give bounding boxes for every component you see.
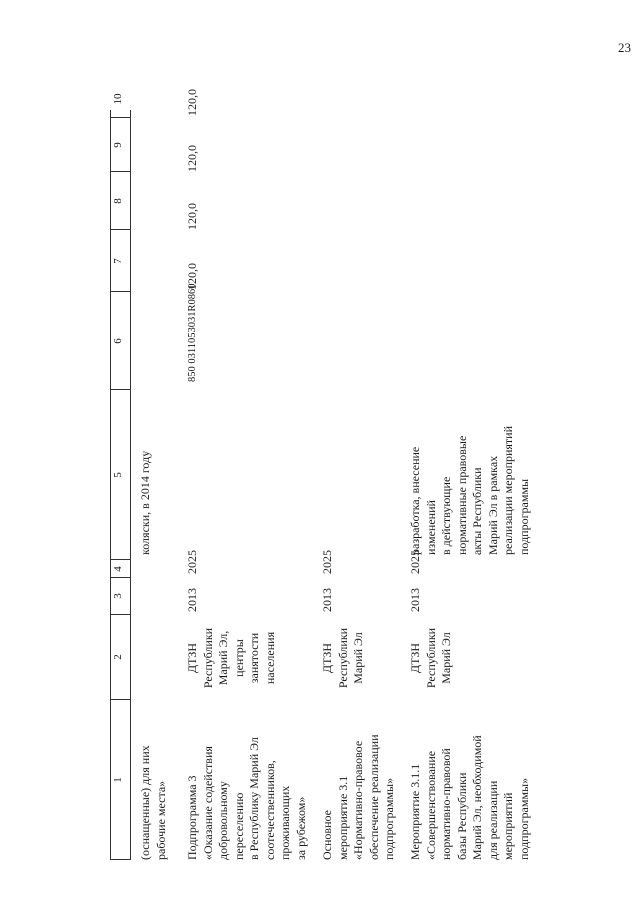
col-header-10: 10 — [112, 93, 124, 105]
row0-col1: (оснащенные) для них рабочие места» — [138, 745, 168, 860]
col-header-8: 8 — [112, 198, 124, 204]
row3-col1: Мероприятие 3.1.1 «Совершенствование нормативно-правовой базы Республики Марий Эл, необходимой для реализации мероприятий подпрограммы» — [408, 735, 531, 860]
rotated-table — [110, 60, 639, 860]
row2-col3: 2013 — [320, 588, 334, 612]
row1-col1: Подпрограмма 3 «Оказание содействия добровольному переселению в Республику Марий Эл соотечественников, проживающих за рубежом» — [185, 737, 308, 860]
row3-col4: 2025 — [408, 550, 422, 574]
row1-col10: 120,0 — [185, 89, 199, 116]
col-divider — [110, 117, 130, 118]
row1-col2: ДТЗН Республики Марий Эл, центры занятости населения — [185, 627, 277, 689]
col-header-9: 9 — [112, 142, 124, 148]
row1-col9: 120,0 — [185, 145, 199, 172]
col-header-7: 7 — [112, 258, 124, 264]
col-header-1: 1 — [112, 777, 124, 783]
col-header-5: 5 — [112, 472, 124, 478]
page-number: 23 — [618, 40, 631, 55]
col-divider — [110, 291, 130, 292]
table-top-border — [110, 110, 111, 860]
col-header-4: 4 — [112, 566, 124, 572]
row2-col2: ДТЗН Республики Марий Эл — [320, 627, 365, 689]
row1-col8: 120,0 — [185, 203, 199, 230]
row3-col3: 2013 — [408, 588, 422, 612]
col-divider — [110, 614, 130, 615]
col-divider — [110, 699, 130, 700]
row2-col1: Основное мероприятие 3.1 «Нормативно-правовое обеспечение реализации подпрограммы» — [320, 734, 396, 860]
col-header-6: 6 — [112, 338, 124, 344]
row0-col5: коляски, в 2014 году — [138, 450, 152, 555]
row2-col4: 2025 — [320, 550, 334, 574]
col-divider — [110, 229, 130, 230]
row1-col7: 120,0 — [185, 263, 199, 290]
col-divider — [110, 389, 130, 390]
row1-col3: 2013 — [185, 588, 199, 612]
row3-col2: ДТЗН Республики Марий Эл — [408, 627, 453, 689]
col-divider — [110, 859, 130, 860]
col-header-3: 3 — [112, 593, 124, 599]
header-bottom-border — [130, 110, 131, 860]
row3-col5: разработка, внесение изменений в действующие нормативные правовые акты Республики Марий Эл в рамках реализации мероприятий подпрограммы — [408, 425, 531, 555]
row1-col4: 2025 — [185, 550, 199, 574]
row1-col6: 850 0311053031R0860 — [187, 283, 198, 382]
col-header-2: 2 — [112, 654, 124, 660]
col-divider — [110, 171, 130, 172]
